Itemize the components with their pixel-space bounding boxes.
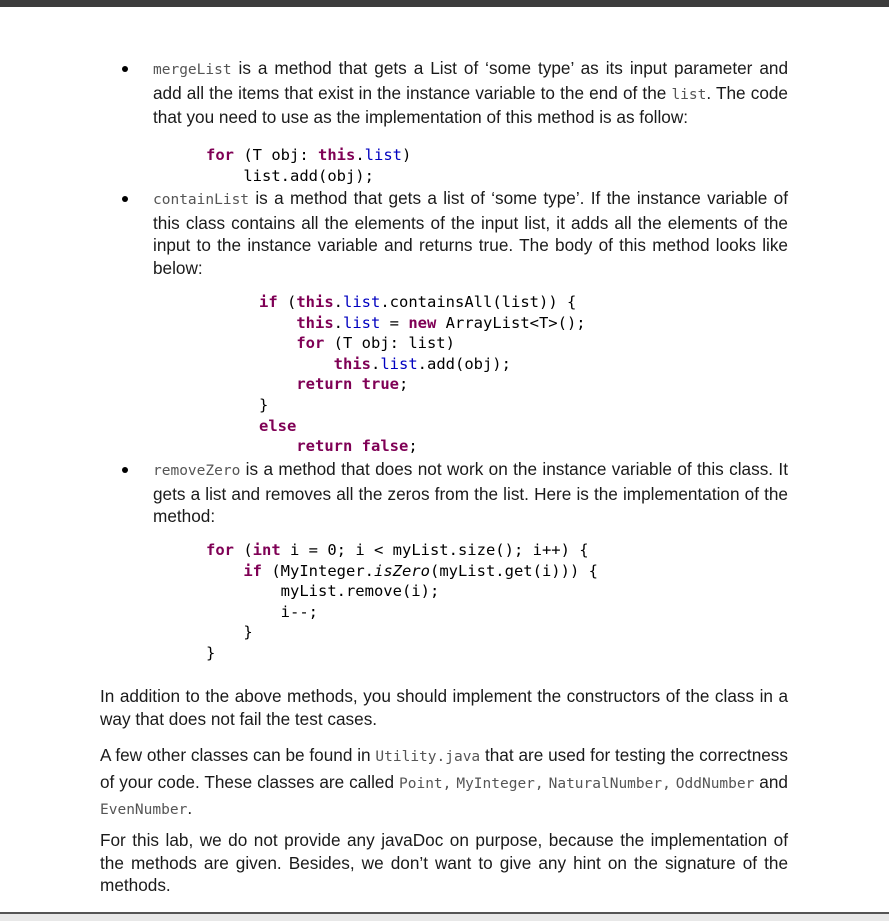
mergelist-code: for (T obj: this.list) list.add(obj); (206, 146, 412, 185)
code-inline: removeZero (153, 463, 241, 479)
code-inline: OddNumber (675, 775, 755, 792)
bullet-marker (122, 196, 128, 202)
bottom-divider (0, 912, 889, 914)
code-inline: containList (153, 192, 250, 208)
constructors-paragraph: In addition to the above methods, you should implement the constructors of the class in a way that does not fail the test cases. (100, 686, 788, 729)
top-border (0, 0, 889, 7)
text: is a method that gets a List of ‘some type’ as its input parameter and add all the items that exist in the instance variable to the end of the (153, 58, 788, 103)
code-inline: Point, (399, 775, 452, 792)
code-inline: mergeList (153, 62, 232, 78)
text: is a method that does not work on the instance variable of this class. It gets a list and removes all the zeros from the list. Here is the implementation of the method: (153, 459, 788, 526)
containlist-description (153, 187, 788, 279)
text: is a method that gets a list of ‘some type’. If the instance variable of this class contains all the elements of the input list, it adds all the elements of the input to the instance variable and returns true. The body of this method looks like below: (153, 188, 788, 278)
text: . The code that you need to use as the implementation of this method is as follow: (153, 82, 788, 127)
bullet-marker (122, 467, 128, 473)
containlist-code: if (this.list.containsAll(list)) { this.list = new ArrayList<T>(); for (T obj: list) this.list.add(obj); return true; } else return false; (259, 293, 586, 456)
code-inline: NaturalNumber, (548, 775, 671, 792)
code-inline: MyInteger, (456, 775, 544, 792)
removezero-description (153, 458, 788, 528)
bullet-marker (122, 66, 128, 72)
utility-paragraph: A few other classes can be found in Utility.java that are used for testing the correctness of your code. These classes are called Point, MyInteger, NaturalNumber, OddNumber and EvenNumber. (100, 745, 788, 818)
removezero-code: for (int i = 0; i < myList.size(); i++) { if (MyInteger.isZero(myList.get(i))) { myList.remove(i); i--; } } (206, 541, 598, 662)
code-inline: list (671, 86, 707, 103)
mergelist-description (153, 57, 788, 129)
code-inline: Utility.java (375, 749, 481, 765)
code-inline: EvenNumber (100, 802, 188, 818)
javadoc-paragraph: For this lab, we do not provide any javaDoc on purpose, because the implementation of the methods are given. Besides, we don’t want to give any hint on the signature of the methods. (100, 830, 788, 895)
